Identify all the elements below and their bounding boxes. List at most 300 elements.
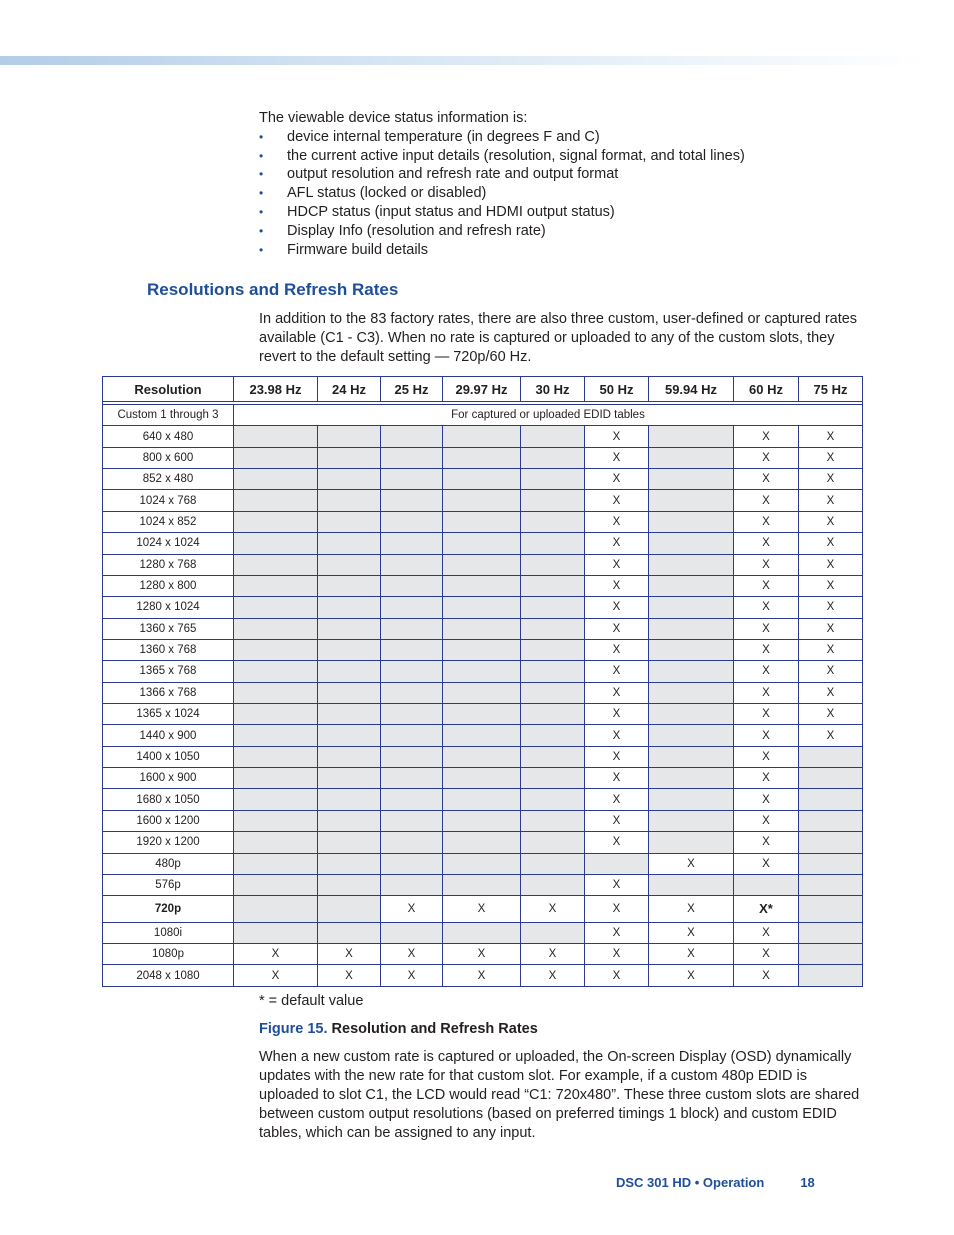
table-cell: X — [585, 768, 649, 789]
table-cell: X — [649, 922, 734, 943]
bullet-icon: • — [259, 148, 264, 163]
table-cell — [381, 661, 443, 682]
table-cell — [381, 746, 443, 767]
table-cell: X — [799, 704, 863, 725]
table-cell — [318, 511, 381, 532]
table-cell — [649, 704, 734, 725]
table-cell — [521, 511, 585, 532]
row-label: 1360 x 768 — [103, 639, 234, 660]
table-row — [103, 447, 863, 468]
table-cell: X — [734, 597, 799, 618]
table-cell: X — [734, 943, 799, 964]
table-cell — [649, 426, 734, 447]
table-cell: X — [734, 511, 799, 532]
table-cell — [381, 597, 443, 618]
column-header: 29.97 Hz — [443, 377, 521, 402]
table-cell: X — [381, 965, 443, 987]
table-cell: X — [799, 426, 863, 447]
table-cell — [381, 832, 443, 853]
row-label: 1365 x 1024 — [103, 704, 234, 725]
list-item: • device internal temperature (in degrees F and C) — [259, 128, 600, 145]
table-cell: X — [585, 922, 649, 943]
list-item: • AFL status (locked or disabled) — [259, 185, 487, 202]
table-cell: X — [734, 789, 799, 810]
table-cell — [649, 832, 734, 853]
figure-caption-text: Resolution and Refresh Rates — [331, 1021, 538, 1037]
table-cell — [799, 832, 863, 853]
table-row — [103, 768, 863, 789]
table-cell — [443, 618, 521, 639]
table-row — [103, 896, 863, 922]
table-cell — [799, 943, 863, 964]
row-label: 720p — [103, 896, 234, 922]
table-cell: X — [734, 554, 799, 575]
section-paragraph: In addition to the 83 factory rates, there are also three custom, user-defined or captured rates available (C1 - C3). When no rate is captured or uploaded to any of the custom slots, they revert to the default setting — 720p/60 Hz. — [259, 311, 858, 365]
table-cell — [381, 426, 443, 447]
header-gradient-bar — [0, 56, 930, 65]
table-cell — [234, 874, 318, 895]
table-cell: X — [799, 618, 863, 639]
table-cell — [234, 469, 318, 490]
table-cell — [381, 768, 443, 789]
table-cell: X — [734, 832, 799, 853]
table-cell — [234, 618, 318, 639]
table-cell: X — [799, 575, 863, 596]
table-cell — [799, 874, 863, 895]
table-cell — [318, 469, 381, 490]
table-cell — [799, 922, 863, 943]
table-cell — [234, 426, 318, 447]
table-cell — [234, 597, 318, 618]
table-cell — [443, 853, 521, 874]
table-cell: X — [734, 725, 799, 746]
table-cell: X — [734, 853, 799, 874]
table-cell — [521, 682, 585, 703]
list-item: • Firmware build details — [259, 241, 429, 258]
table-row — [103, 943, 863, 964]
table-cell — [521, 789, 585, 810]
table-cell — [381, 469, 443, 490]
table-row — [103, 789, 863, 810]
row-label: 1400 x 1050 — [103, 746, 234, 767]
table-row — [103, 639, 863, 660]
table-row-custom — [103, 405, 863, 426]
table-cell — [521, 704, 585, 725]
table-cell — [318, 704, 381, 725]
table-cell: X — [585, 725, 649, 746]
row-label: 1600 x 900 — [103, 768, 234, 789]
table-cell: X* — [734, 896, 799, 922]
table-cell — [521, 874, 585, 895]
table-cell — [381, 490, 443, 511]
table-cell: X — [585, 682, 649, 703]
page-number: 18 — [800, 1175, 815, 1190]
table-row — [103, 965, 863, 987]
table-cell — [649, 810, 734, 831]
table-cell — [649, 597, 734, 618]
column-header: Resolution — [103, 377, 234, 402]
table-cell: X — [734, 426, 799, 447]
table-cell — [234, 511, 318, 532]
list-item: • HDCP status (input status and HDMI output status) — [259, 203, 615, 220]
row-label: Custom 1 through 3 — [103, 405, 234, 426]
bullet-icon: • — [259, 204, 264, 219]
table-cell — [381, 575, 443, 596]
table-cell — [318, 746, 381, 767]
table-cell — [234, 832, 318, 853]
table-cell — [443, 922, 521, 943]
table-cell — [318, 768, 381, 789]
table-cell — [443, 554, 521, 575]
table-cell: X — [734, 490, 799, 511]
table-cell: X — [318, 965, 381, 987]
table-cell — [799, 853, 863, 874]
table-cell: X — [585, 896, 649, 922]
table-cell: X — [799, 661, 863, 682]
row-label: 1920 x 1200 — [103, 832, 234, 853]
table-cell — [234, 896, 318, 922]
table-cell: X — [799, 469, 863, 490]
table-cell — [521, 922, 585, 943]
table-cell: X — [585, 965, 649, 987]
table-row — [103, 533, 863, 554]
table-cell — [381, 533, 443, 554]
row-label: 1360 x 765 — [103, 618, 234, 639]
table-cell — [318, 575, 381, 596]
table-cell: X — [318, 943, 381, 964]
table-row — [103, 704, 863, 725]
table-cell — [234, 490, 318, 511]
table-cell: X — [734, 965, 799, 987]
table-cell — [234, 810, 318, 831]
table-cell — [318, 426, 381, 447]
table-row — [103, 832, 863, 853]
table-cell — [318, 639, 381, 660]
page-footer — [616, 1175, 815, 1190]
table-cell: X — [585, 597, 649, 618]
table-cell — [649, 575, 734, 596]
table-cell: X — [521, 896, 585, 922]
table-cell — [234, 575, 318, 596]
table-cell — [521, 661, 585, 682]
table-cell: X — [734, 639, 799, 660]
table-cell — [318, 896, 381, 922]
status-info-section — [259, 109, 879, 259]
table-cell: X — [585, 746, 649, 767]
table-cell — [649, 682, 734, 703]
table-cell — [521, 575, 585, 596]
table-cell — [649, 490, 734, 511]
column-header: 50 Hz — [585, 377, 649, 402]
table-cell — [521, 810, 585, 831]
row-label: 1024 x 852 — [103, 511, 234, 532]
section-heading: Resolutions and Refresh Rates — [147, 280, 399, 299]
table-cell — [443, 533, 521, 554]
table-cell: X — [799, 533, 863, 554]
table-row — [103, 682, 863, 703]
table-cell — [318, 682, 381, 703]
table-cell: X — [734, 810, 799, 831]
bullet-icon: • — [259, 167, 264, 182]
table-cell — [649, 789, 734, 810]
bullet-icon: • — [259, 129, 264, 144]
table-cell — [443, 746, 521, 767]
table-cell — [234, 533, 318, 554]
table-cell — [443, 469, 521, 490]
table-cell: X — [734, 447, 799, 468]
table-cell: X — [381, 896, 443, 922]
table-cell — [799, 810, 863, 831]
bullet-icon: • — [259, 223, 264, 238]
table-cell — [443, 682, 521, 703]
row-label: 1024 x 768 — [103, 490, 234, 511]
table-cell: X — [443, 943, 521, 964]
table-cell — [443, 597, 521, 618]
table-cell: X — [585, 661, 649, 682]
table-cell — [234, 682, 318, 703]
row-label: 640 x 480 — [103, 426, 234, 447]
table-row — [103, 922, 863, 943]
table-cell — [799, 896, 863, 922]
table-cell — [381, 447, 443, 468]
table-cell — [318, 618, 381, 639]
table-cell — [443, 704, 521, 725]
table-cell — [521, 426, 585, 447]
table-cell: X — [649, 853, 734, 874]
table-cell: X — [585, 943, 649, 964]
table-cell — [443, 661, 521, 682]
table-cell: X — [649, 943, 734, 964]
table-cell — [443, 832, 521, 853]
row-label: 1280 x 768 — [103, 554, 234, 575]
table-cell — [443, 575, 521, 596]
table-cell: X — [443, 965, 521, 987]
table-cell — [443, 447, 521, 468]
table-cell: X — [585, 618, 649, 639]
table-cell — [381, 554, 443, 575]
table-cell: X — [799, 597, 863, 618]
table-cell — [381, 682, 443, 703]
table-cell: X — [799, 490, 863, 511]
table-row — [103, 554, 863, 575]
table-row — [103, 746, 863, 767]
table-cell — [649, 746, 734, 767]
table-cell: X — [799, 554, 863, 575]
table-cell — [381, 853, 443, 874]
table-cell — [443, 789, 521, 810]
table-row — [103, 469, 863, 490]
list-item: • Display Info (resolution and refresh rate) — [259, 222, 546, 239]
table-cell: X — [734, 661, 799, 682]
table-cell — [649, 874, 734, 895]
intro-lead: The viewable device status information is: — [259, 110, 528, 126]
bullet-icon: • — [259, 242, 264, 257]
table-cell — [234, 639, 318, 660]
resolution-rate-table — [102, 376, 863, 987]
table-cell — [799, 746, 863, 767]
table-cell — [521, 853, 585, 874]
row-label: 1280 x 1024 — [103, 597, 234, 618]
table-cell: X — [649, 896, 734, 922]
list-item: • the current active input details (resolution, signal format, and total lines) — [259, 147, 745, 164]
figure-caption — [259, 1021, 538, 1037]
table-cell — [318, 447, 381, 468]
table-cell — [318, 661, 381, 682]
table-cell: X — [734, 922, 799, 943]
table-cell — [381, 874, 443, 895]
table-cell — [649, 469, 734, 490]
table-cell — [443, 874, 521, 895]
table-cell — [381, 922, 443, 943]
table-cell: X — [649, 965, 734, 987]
footnote: * = default value — [259, 993, 364, 1009]
table-cell — [649, 639, 734, 660]
table-cell — [649, 554, 734, 575]
table-cell: X — [585, 490, 649, 511]
table-cell — [521, 469, 585, 490]
column-header: 59.94 Hz — [649, 377, 734, 402]
custom-row-note: For captured or uploaded EDID tables — [234, 405, 863, 426]
table-cell — [234, 704, 318, 725]
row-label: 800 x 600 — [103, 447, 234, 468]
table-cell: X — [585, 533, 649, 554]
bullet-icon: • — [259, 186, 264, 201]
table-cell — [521, 832, 585, 853]
table-cell — [649, 768, 734, 789]
table-cell — [799, 768, 863, 789]
table-cell — [443, 768, 521, 789]
table-cell — [318, 554, 381, 575]
table-cell: X — [381, 943, 443, 964]
table-cell — [234, 725, 318, 746]
table-cell — [234, 768, 318, 789]
table-cell: X — [585, 511, 649, 532]
table-cell: X — [734, 768, 799, 789]
table-cell — [234, 746, 318, 767]
table-cell — [521, 639, 585, 660]
table-cell: X — [799, 511, 863, 532]
table-cell — [381, 639, 443, 660]
table-row — [103, 490, 863, 511]
table-cell — [443, 725, 521, 746]
table-cell — [521, 725, 585, 746]
table-cell — [649, 618, 734, 639]
table-cell — [234, 789, 318, 810]
table-row — [103, 853, 863, 874]
table-cell: X — [734, 575, 799, 596]
table-cell — [585, 853, 649, 874]
table-cell: X — [585, 789, 649, 810]
row-label: 1024 x 1024 — [103, 533, 234, 554]
table-row — [103, 661, 863, 682]
table-cell: X — [585, 426, 649, 447]
table-cell — [318, 490, 381, 511]
table-cell — [521, 490, 585, 511]
table-cell: X — [585, 639, 649, 660]
table-cell — [521, 447, 585, 468]
table-cell: X — [585, 810, 649, 831]
table-cell: X — [734, 704, 799, 725]
table-cell — [318, 533, 381, 554]
table-cell — [381, 810, 443, 831]
table-cell: X — [234, 965, 318, 987]
table-cell: X — [799, 725, 863, 746]
row-label: 1080p — [103, 943, 234, 964]
table-cell: X — [585, 704, 649, 725]
column-header: 25 Hz — [381, 377, 443, 402]
column-header: 75 Hz — [799, 377, 863, 402]
table-cell — [521, 768, 585, 789]
table-cell — [521, 597, 585, 618]
table-cell — [381, 789, 443, 810]
row-label: 1366 x 768 — [103, 682, 234, 703]
row-label: 2048 x 1080 — [103, 965, 234, 987]
table-row — [103, 575, 863, 596]
table-cell — [443, 511, 521, 532]
table-cell — [443, 490, 521, 511]
table-row — [103, 511, 863, 532]
row-label: 576p — [103, 874, 234, 895]
row-label: 852 x 480 — [103, 469, 234, 490]
table-cell: X — [521, 943, 585, 964]
table-cell — [318, 789, 381, 810]
table-cell — [234, 554, 318, 575]
row-label: 1280 x 800 — [103, 575, 234, 596]
table-cell — [799, 789, 863, 810]
table-row — [103, 874, 863, 895]
table-cell: X — [734, 469, 799, 490]
column-header: 30 Hz — [521, 377, 585, 402]
row-label: 1365 x 768 — [103, 661, 234, 682]
table-cell — [521, 618, 585, 639]
table-cell: X — [585, 469, 649, 490]
table-cell — [521, 554, 585, 575]
table-cell: X — [734, 533, 799, 554]
table-cell: X — [585, 874, 649, 895]
table-cell — [649, 511, 734, 532]
table-cell — [381, 725, 443, 746]
table-cell — [734, 874, 799, 895]
column-header: 23.98 Hz — [234, 377, 318, 402]
table-cell — [443, 810, 521, 831]
row-label: 1080i — [103, 922, 234, 943]
table-header-row — [103, 377, 863, 402]
table-row — [103, 426, 863, 447]
table-cell: X — [799, 639, 863, 660]
table-cell — [318, 597, 381, 618]
table-cell — [318, 832, 381, 853]
osd-paragraph: When a new custom rate is captured or uploaded, the On-screen Display (OSD) dynamically updates with the new rate for that custom slot. For example, if a custom 480p EDID is uploaded to slot C1, the LCD would read “C1: 720x480”. These three custom slots are shared between custom output resolutions (based on preferred timings 1 block) and custom EDID tables, which can be assigned to any input. — [259, 1049, 860, 1141]
table-cell: X — [234, 943, 318, 964]
table-cell: X — [734, 618, 799, 639]
table-cell — [443, 639, 521, 660]
table-cell — [234, 853, 318, 874]
table-cell — [234, 447, 318, 468]
table-cell — [521, 746, 585, 767]
table-cell — [381, 704, 443, 725]
row-label: 480p — [103, 853, 234, 874]
table-row — [103, 810, 863, 831]
table-cell — [381, 618, 443, 639]
table-cell — [521, 533, 585, 554]
table-row — [103, 597, 863, 618]
column-header: 60 Hz — [734, 377, 799, 402]
table-cell: X — [799, 682, 863, 703]
table-cell — [799, 965, 863, 987]
row-label: 1680 x 1050 — [103, 789, 234, 810]
figure-label: Figure 15. — [259, 1021, 328, 1037]
table-cell — [234, 661, 318, 682]
